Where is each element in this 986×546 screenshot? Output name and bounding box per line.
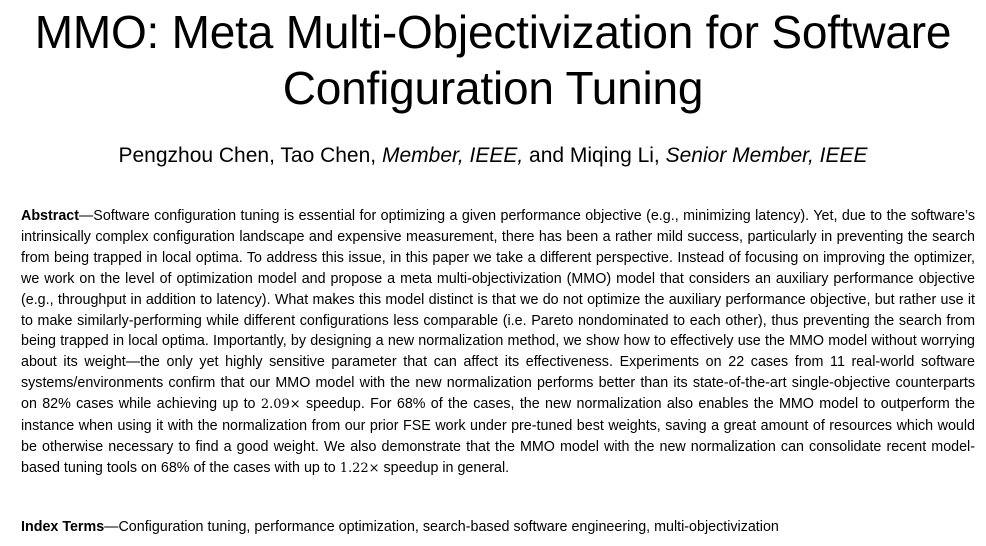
author-line: [0, 143, 986, 169]
abstract-paragraph: [21, 206, 975, 480]
paper-title: MMO: Meta Multi-Objectivization for Software Configuration Tuning: [34, 6, 952, 114]
abstract-text-part-1: —Software configuration tuning is essential for optimizing a given performance objective (e.g., minimizing latency). Yet, due to the software’s intrinsically complex configuration landscape and expensive measurement, there has been a rather mild success, particularly in preventing the search from being trapped in local optima. To address this issue, in this paper we take a different perspective. Instead of focusing on improving the optimizer, we work on the level of optimization model and propose a meta multi-objectivization (MMO) model that considers an auxiliary performance objective (e.g., throughput in addition to latency). What makes this model distinct is that we do not optimize the auxiliary performance objective, but rather use it to make similarly-performing while different configurations less comparable (i.e. Pareto nondominated to each other), thus preventing the search from being trapped in local optima. Importantly, by designing a new normalization method, we show how to effectively use the MMO model without worrying about its weight—the only yet highly sensitive parameter that can affect its effectiveness. Experiments on 22 cases from 11 real-world software systems/environments confirm that our MMO model with the new normalization performs better than its state-of-the-art single-objective counterparts on 82% cases while achieving up to: [21, 208, 975, 413]
abstract-speedup-1: 2.09×: [260, 397, 301, 413]
author-tao-chen-role: Member, IEEE,: [381, 144, 524, 167]
abstract-speedup-2: 1.22×: [339, 460, 380, 476]
abstract-text-part-2: speedup. For 68% of the cases, the new normalization also enables the MMO model to outperform the instance when using it with the normalization from our prior FSE work under pre-tuned best weights, saving a great amount of resources which would be otherwise necessary to find a good weight. We also demonstrate that the MMO model with the new normalization can consolidate recent model-based tuning tools on 68% of the cases with up to: [21, 396, 976, 476]
abstract-text-part-3: speedup in general.: [379, 459, 510, 476]
author-tao-chen: Tao Chen,: [280, 144, 382, 167]
index-terms-text: —Configuration tuning, performance optimization, search-based software engineering, multi-objectivization: [104, 519, 779, 535]
author-miqing-li: and Miqing Li,: [523, 144, 666, 167]
author-miqing-li-role: Senior Member, IEEE: [665, 144, 868, 167]
index-terms: [21, 517, 975, 537]
author-pengzhou-chen: Pengzhou Chen,: [118, 144, 281, 167]
index-terms-label: Index Terms: [21, 519, 105, 535]
abstract-label: Abstract: [21, 208, 79, 224]
